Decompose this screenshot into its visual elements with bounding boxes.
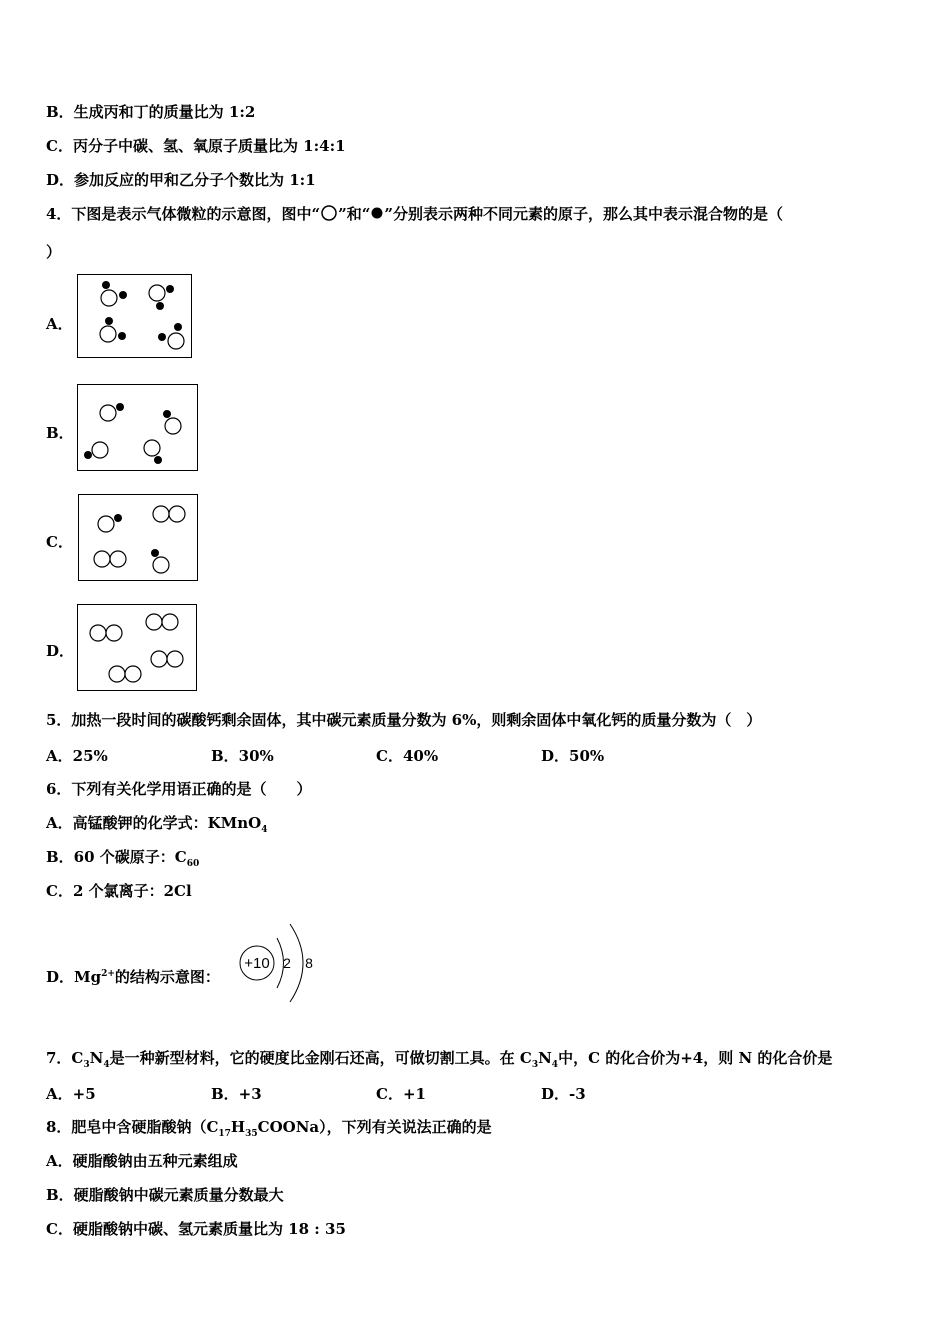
subscript: 17	[218, 1129, 231, 1139]
q6-option-a-text: A．高锰酸钾的化学式：KMnO	[46, 814, 262, 832]
superscript: 2+	[101, 969, 115, 979]
q4-diagram-a	[77, 274, 192, 358]
q6-option-b-text: B．60 个碳原子：C	[46, 848, 187, 866]
q8-option-b: B．硬脂酸钠中碳元素质量分数最大	[46, 1186, 284, 1204]
q3-option-c: C．丙分子中碳、氢、氧原子质量比为 1:4:1	[46, 137, 346, 155]
q7-stem-part: N	[538, 1049, 552, 1067]
q7-stem	[46, 1048, 832, 1075]
q4-stem	[46, 204, 783, 224]
q7-stem-part: 中，C 的化合价为+4，则 N 的化合价是	[558, 1049, 833, 1067]
shell-1-electrons: 2	[283, 955, 291, 971]
subscript: 3	[83, 1060, 90, 1070]
q4-stem-end: ）	[46, 243, 62, 261]
q3-option-d: D．参加反应的甲和乙分子个数比为 1:1	[46, 171, 316, 189]
ion-structure-diagram	[232, 918, 322, 1008]
q6-option-d-pre: D．Mg	[46, 968, 102, 986]
q6-option-d	[46, 964, 220, 987]
molecule	[84, 403, 181, 464]
subscript: 4	[261, 825, 268, 835]
shell-2-electrons: 8	[305, 955, 313, 971]
molecule	[90, 614, 183, 682]
open-atom-icon	[320, 205, 338, 221]
q7-stem-part: N	[89, 1049, 104, 1067]
q4-label-c: C．	[46, 533, 73, 551]
q5-option-d: D．50%	[541, 747, 605, 765]
q8-stem-part: 8．肥皂中含硬脂酸钠（C	[46, 1118, 219, 1136]
q6-option-a	[46, 813, 268, 840]
subscript: 35	[245, 1129, 258, 1139]
q8-stem	[46, 1117, 492, 1144]
subscript: 4	[551, 1060, 559, 1070]
q4-stem-part1: 4．下图是表示气体微粒的示意图，图中“	[46, 205, 321, 223]
nucleus-charge: +10	[244, 955, 270, 972]
q6-option-c: C．2 个氯离子：2Cl	[46, 882, 192, 900]
q8-stem-part: H	[230, 1118, 246, 1136]
q6-stem: 6．下列有关化学用语正确的是（ ）	[46, 780, 312, 798]
q6-option-d-post: 的结构示意图：	[114, 968, 220, 986]
q8-stem-part: COONa），下列有关说法正确的是	[257, 1118, 492, 1136]
molecule	[100, 281, 184, 349]
q5-option-a: A．25%	[46, 747, 108, 765]
q4-label-a: A．	[46, 315, 73, 333]
q4-label-b: B．	[46, 424, 74, 442]
q3-option-b: B．生成丙和丁的质量比为 1:2	[46, 103, 256, 121]
q4-diagram-b	[77, 384, 198, 471]
filled-atom-icon	[370, 206, 384, 220]
q6-option-b	[46, 847, 199, 874]
q7-option-d: D．-3	[541, 1085, 586, 1103]
q5-option-c: C．40%	[376, 747, 439, 765]
q4-diagram-c	[78, 494, 198, 581]
q7-stem-part: 7．C	[46, 1049, 84, 1067]
q7-option-a: A．+5	[46, 1085, 96, 1103]
q4-stem-part2: ”和“	[338, 205, 371, 223]
q7-stem-part: 是一种新型材料，它的硬度比金刚石还高，可做切割工具。在 C	[109, 1049, 532, 1067]
q8-option-a: A．硬脂酸钠由五种元素组成	[46, 1152, 238, 1170]
subscript: 4	[103, 1060, 110, 1070]
q4-diagram-d	[77, 604, 197, 691]
q8-option-c: C．硬脂酸钠中碳、氢元素质量比为 18 : 35	[46, 1220, 346, 1238]
q4-label-d: D．	[46, 642, 75, 660]
subscript: 3	[531, 1060, 539, 1070]
molecule	[94, 506, 185, 573]
q5-option-b: B．30%	[211, 747, 274, 765]
q4-stem-part3: ”分别表示两种不同元素的原子，那么其中表示混合物的是（	[384, 205, 783, 223]
q5-stem: 5．加热一段时间的碳酸钙剩余固体，其中碳元素质量分数为 6%，则剩余固体中氧化钙的质量分数为（ ）	[46, 711, 762, 729]
subscript: 60	[186, 859, 200, 869]
q7-option-b: B．+3	[211, 1085, 262, 1103]
q7-option-c: C．+1	[376, 1085, 426, 1103]
